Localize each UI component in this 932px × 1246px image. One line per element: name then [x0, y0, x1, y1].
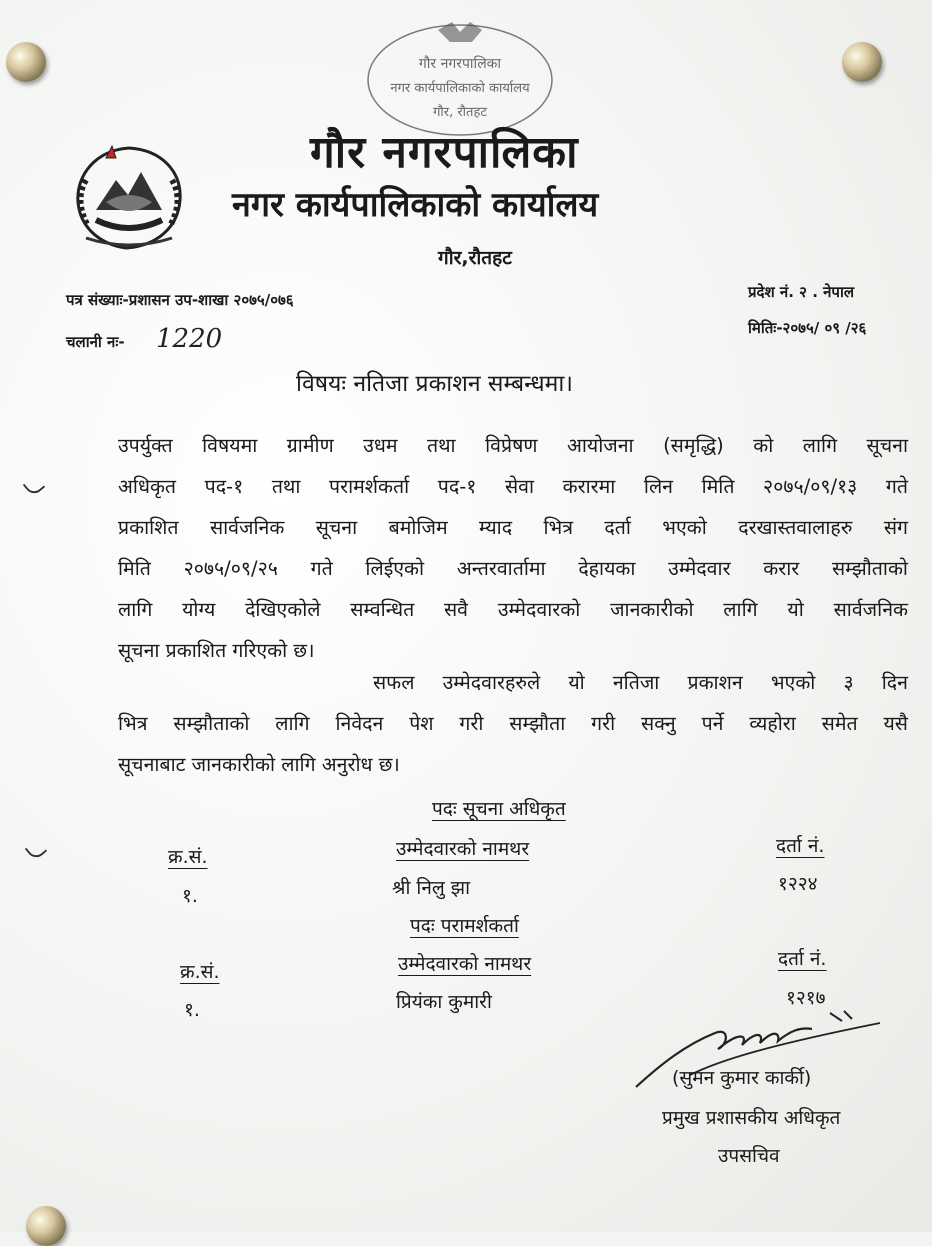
body-line: सफल उम्मेदवारहरुले यो नतिजा प्रकाशन भएको ३ दिन — [373, 671, 908, 694]
body-line: प्रकाशित सार्वजनिक सूचना बमोजिम म्याद भित्र दर्ता भएको दरखास्तवालाहरु संग — [118, 516, 908, 539]
body-line: सूचना प्रकाशित गरिएको छ। — [118, 639, 315, 662]
signatory-title: प्रमुख प्रशासकीय अधिकृत — [662, 1107, 841, 1129]
seal-line-1: गौर नगरपालिका — [418, 56, 502, 72]
office-subtitle: नगर कार्यपालिकाको कार्यालय — [232, 185, 599, 225]
body-line: मिति २०७५/०९/२५ गते लिईएको अन्तरवार्तामा देहायका उम्मेदवार करार सम्झौताको — [118, 557, 908, 580]
signatory-rank: उपसचिव — [718, 1145, 780, 1167]
letter-number: पत्र संख्याः-प्रशासन उप-शाखा २०७५/०७६ — [66, 291, 294, 309]
margin-mark — [23, 475, 46, 498]
dispatch-label: चलानी नः- — [66, 333, 125, 351]
dispatch-number: 1220 — [156, 324, 223, 354]
table-row-sn: १. — [184, 999, 200, 1021]
table-row-name: प्रियंका कुमारी — [396, 991, 492, 1013]
office-name: गौर नगरपालिका — [310, 127, 579, 178]
letter-date: मितिः-२०७५/ ०९ /२६ — [748, 319, 867, 337]
body-line: अधिकृत पद-१ तथा परामर्शकर्ता पद-१ सेवा करारमा लिन मिति २०७५/०९/१३ गते — [118, 475, 908, 498]
signatory-name: (सुमन कुमार कार्की) — [672, 1067, 812, 1089]
column-header-name: उम्मेदवारको नामथर — [396, 838, 530, 860]
table-row-sn: १. — [182, 885, 198, 907]
table-row-reg: १२१७ — [786, 987, 826, 1009]
nepal-emblem-icon — [66, 140, 192, 256]
body-line: भित्र सम्झौताको लागि निवेदन पेश गरी सम्झौता गरी सक्नु पर्ने व्यहोरा समेत यसै — [118, 712, 908, 735]
body-line: लागि योग्य देखिएकोले सम्वन्धित सवै उम्मेदवारको जानकारीको लागि यो सार्वजनिक — [118, 598, 908, 621]
post-title-consultant: पदः परामर्शकर्ता — [410, 915, 519, 937]
office-location: गौर,रौतहट — [438, 247, 512, 269]
pushpin-top-right — [842, 42, 882, 82]
pushpin-top-left — [6, 42, 46, 82]
seal-line-2: नगर कार्यपालिकाको कार्यालय — [390, 81, 530, 96]
seal-line-3: गौर, रौतहट — [433, 105, 487, 120]
table-row-reg: १२२४ — [778, 873, 818, 895]
body-line: उपर्युक्त विषयमा ग्रामीण उधम तथा विप्रेषण आयोजना (समृद्धि) को लागि सूचना — [118, 434, 908, 457]
pushpin-bottom-left — [26, 1206, 66, 1246]
column-header-sn: क्र.सं. — [168, 846, 208, 868]
column-header-sn: क्र.सं. — [180, 961, 220, 983]
post-title-information-officer: पदः सूचना अधिकृत — [432, 798, 566, 820]
margin-mark — [25, 839, 48, 862]
body-paragraph-2 — [118, 662, 908, 785]
table-row-name: श्री निलु झा — [392, 877, 471, 899]
body-paragraph-1 — [118, 425, 908, 671]
subject-line: विषयः नतिजा प्रकाशन सम्बन्धमा। — [296, 371, 574, 397]
column-header-name: उम्मेदवारको नामथर — [398, 953, 532, 975]
column-header-reg: दर्ता नं. — [776, 835, 825, 857]
province-label: प्रदेश नं. २ . नेपाल — [748, 283, 855, 301]
column-header-reg: दर्ता नं. — [778, 948, 827, 970]
body-line: सूचनाबाट जानकारीको लागि अनुरोध छ। — [118, 753, 400, 776]
